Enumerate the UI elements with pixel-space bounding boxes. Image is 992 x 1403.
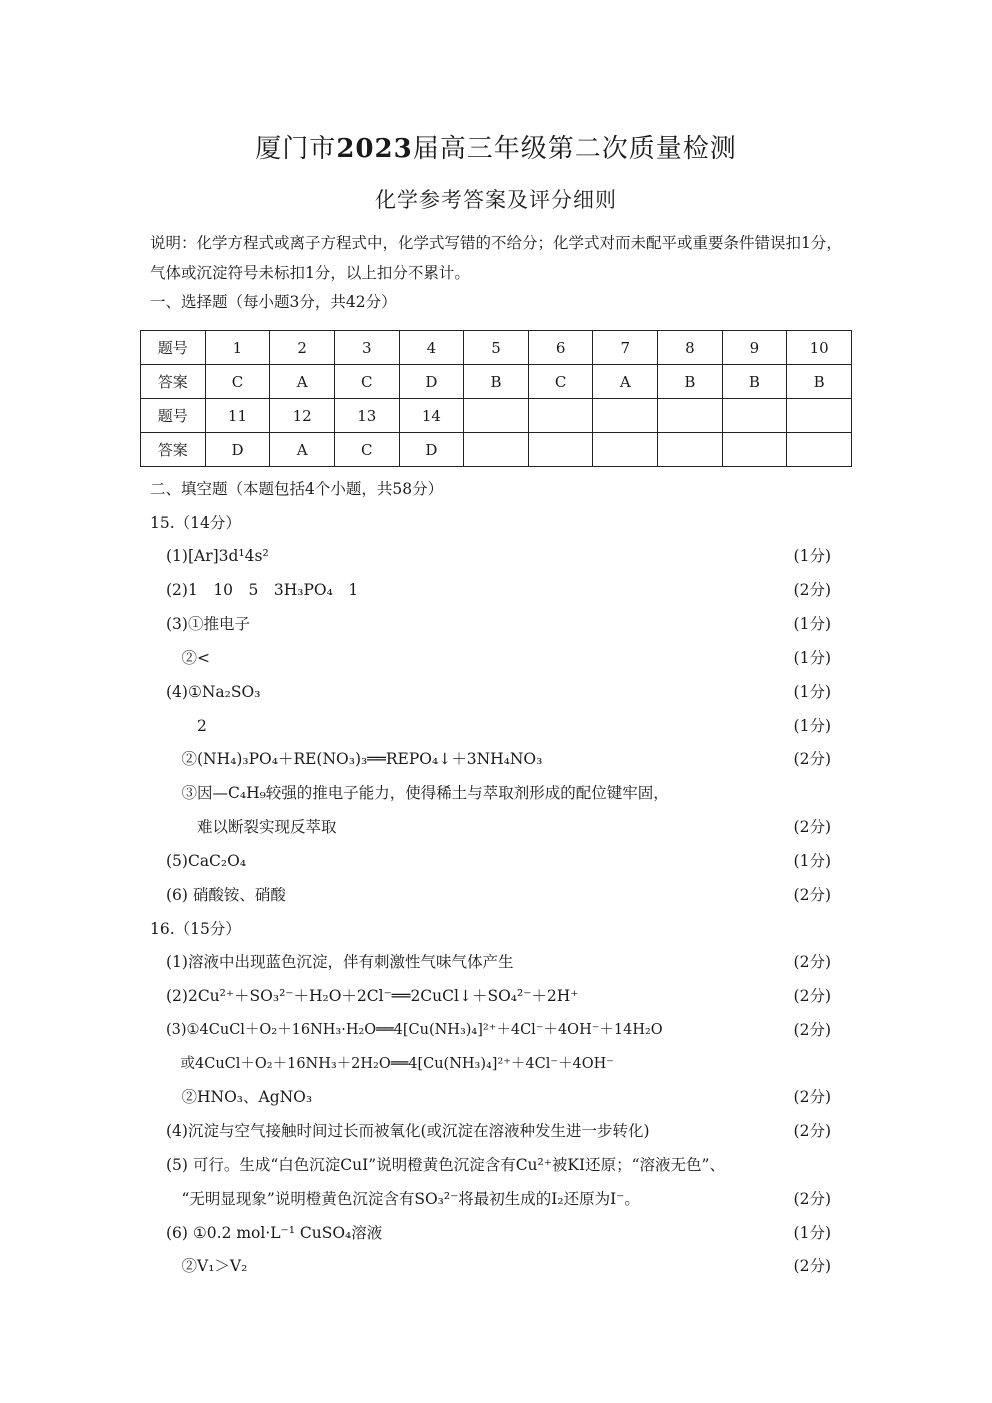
table-cell [528,399,593,433]
table-cell: A [593,365,658,399]
table-cell: C [528,365,593,399]
table-row [141,399,852,433]
table-cell: 12 [270,399,335,433]
table-cell: B [464,365,529,399]
table-cell: B [722,365,787,399]
table-cell: 5 [464,331,529,365]
table-cell [464,433,529,467]
table-cell [722,399,787,433]
table-cell [593,399,658,433]
table-cell: D [205,433,270,467]
answer-line: 或4CuCl＋O₂＋16NH₃＋2H₂O══4[Cu(NH₃)₄]²⁺＋4Cl⁻＋4OH⁻ [166,1056,614,1072]
instructions-note: 说明：化学方程式或离子方程式中，化学式写错的不给分；化学式对而未配平或重要条件错误扣1分，气体或沉淀符号未标扣1分，以上扣分不累计。 [150,234,842,282]
title-prefix: 厦门市 [255,134,337,164]
answer-line: (1)[Ar]3d¹4s² (1分) [166,547,831,565]
table-cell: 7 [593,331,658,365]
answer-line: (4)①Na₂SO₃ (1分) [166,683,831,701]
answer-line: (3)①4CuCl＋O₂＋16NH₃·H₂O══4[Cu(NH₃)₄]²⁺＋4Cl⁻＋4OH⁻＋14H₂O (2分) [166,1021,831,1039]
table-label: 题号 [141,331,206,365]
document-subtitle: 化学参考答案及评分细则 [375,188,617,212]
table-label: 答案 [141,365,206,399]
table-cell: 1 [205,331,270,365]
table-cell [787,399,852,433]
table-cell: B [787,365,852,399]
table-cell: B [658,365,723,399]
table-cell [593,433,658,467]
answer-line: ③因—C₄H₉较强的推电子能力，使得稀土与萃取剂形成的配位键牢固， [166,784,669,802]
answer-line: ②HNO₃、AgNO₃ (2分) [166,1088,831,1106]
table-label: 题号 [141,399,206,433]
table-row [141,365,852,399]
answer-line: (6) ①0.2 mol·L⁻¹ CuSO₄溶液 (1分) [166,1224,831,1242]
answer-line: ②< (1分) [166,649,831,667]
document-title [0,128,992,165]
table-cell: 4 [399,331,464,365]
table-cell: C [334,433,399,467]
table-cell [464,399,529,433]
table-cell: D [399,433,464,467]
table-cell: 3 [334,331,399,365]
table-cell: D [399,365,464,399]
table-cell: 11 [205,399,270,433]
table-cell [658,399,723,433]
answer-line: ②(NH₄)₃PO₄＋RE(NO₃)₃══REPO₄↓＋3NH₄NO₃ (2分) [166,750,831,768]
answer-line: 难以断裂实现反萃取 (2分) [166,818,831,836]
table-cell [528,433,593,467]
question-16-heading: 16.（15分） [150,920,241,938]
answer-line: (2)1 10 5 3H₃PO₄ 1 (2分) [166,581,831,599]
answer-line: (5)CaC₂O₄ (1分) [166,852,831,870]
table-cell: 10 [787,331,852,365]
title-year: 2023 [336,134,413,164]
answer-line: “无明显现象”说明橙黄色沉淀含有SO₃²⁻将最初生成的I₂还原为I⁻。 (2分) [166,1190,831,1208]
answer-line: 2 (1分) [166,717,831,735]
table-label: 答案 [141,433,206,467]
table-cell: 13 [334,399,399,433]
answer-line: (2)2Cu²⁺＋SO₃²⁻＋H₂O＋2Cl⁻══2CuCl↓＋SO₄²⁻＋2H⁺ (2分) [166,987,831,1005]
answer-line: (4)沉淀与空气接触时间过长而被氧化(或沉淀在溶液种发生进一步转化) (2分) [166,1122,831,1140]
table-cell: 14 [399,399,464,433]
table-cell: A [270,433,335,467]
table-cell: 8 [658,331,723,365]
answer-line: ②V₁＞V₂ (2分) [166,1257,831,1275]
section-2-heading: 二、填空题（本题包括4个小题，共58分） [150,480,444,498]
table-cell [787,433,852,467]
answer-line: (3)①推电子 (1分) [166,615,831,633]
table-cell [658,433,723,467]
answer-table [140,330,852,467]
table-row [141,433,852,467]
table-row [141,331,852,365]
question-15-heading: 15.（14分） [150,514,241,532]
table-cell [722,433,787,467]
section-1-heading: 一、选择题（每小题3分，共42分） [150,293,397,311]
table-cell: 2 [270,331,335,365]
table-cell: A [270,365,335,399]
title-suffix: 届高三年级第二次质量检测 [412,134,737,164]
answer-line: (5) 可行。生成“白色沉淀CuI”说明橙黄色沉淀含有Cu²⁺被KI还原；“溶液无色”、 [166,1156,725,1174]
answer-line: (6) 硝酸铵、硝酸 (2分) [166,886,831,904]
table-cell: C [334,365,399,399]
table-cell: 6 [528,331,593,365]
table-cell: C [205,365,270,399]
answer-line: (1)溶液中出现蓝色沉淀，伴有刺激性气味气体产生 (2分) [166,953,831,971]
table-cell: 9 [722,331,787,365]
